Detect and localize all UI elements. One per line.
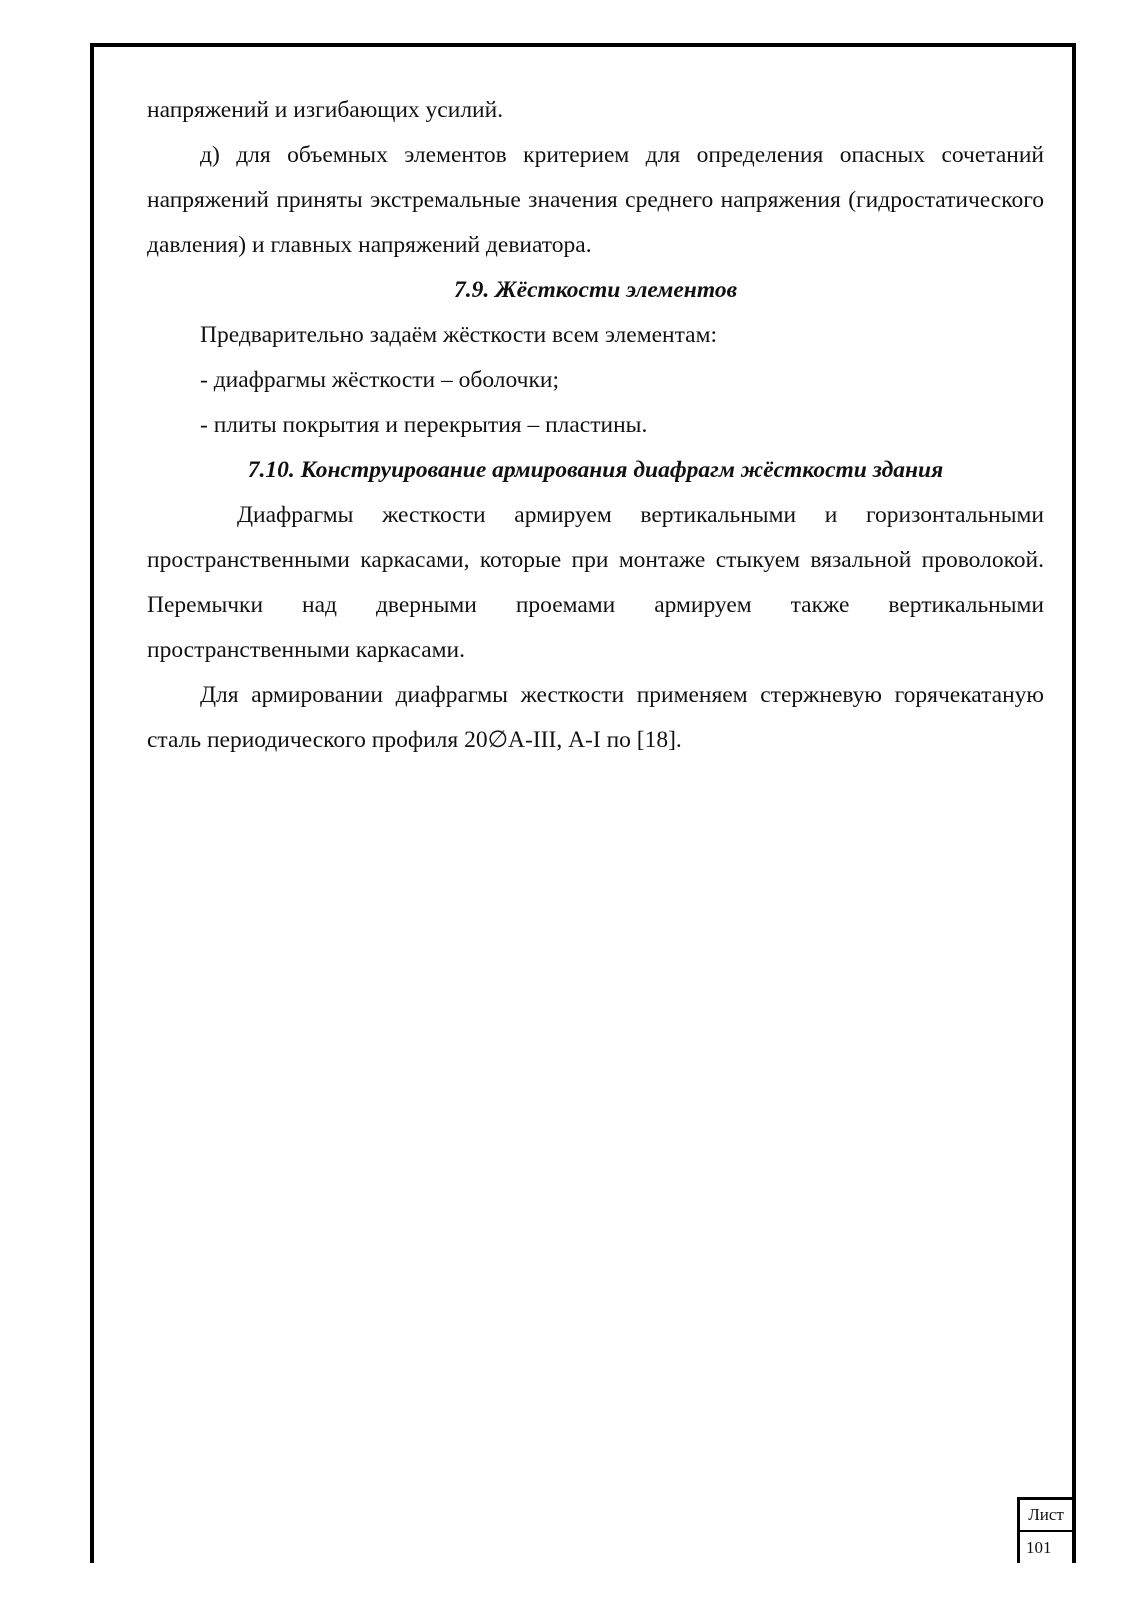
section-heading-reinforcement: 7.10. Конструирование армирования диафрагм жёсткости здания [247, 457, 944, 483]
section-heading-stiffness: 7.9. Жёсткости элементов [453, 277, 738, 303]
sheet-number: 101 [1026, 1538, 1052, 1557]
list-item-slabs: - плиты покрытия и перекрытия – пластины. [200, 412, 648, 438]
sheet-number-box [1017, 1497, 1072, 1563]
paragraph-continuation: напряжений и изгибающих усилий. [147, 97, 504, 123]
document-body [147, 88, 1044, 763]
list-item-diaphragms: - диафрагмы жёсткости – оболочки; [200, 367, 559, 393]
paragraph-stiffness-intro: Предварительно задаём жёсткости всем элементам: [200, 322, 717, 348]
paragraph-steel: Для армировании диафрагмы жесткости применяем стержневую горячекатаную сталь периодического профиля 20∅А-III, А-I по [18]. [147, 682, 1044, 753]
sheet-label: Лист [1020, 1500, 1072, 1532]
paragraph-reinforcement: Диафрагмы жесткости армируем вертикальными и горизонтальными пространственными каркасами, которые при монтаже стыкуем вязальной проволокой. Перемычки над дверными проемами армируем также вертикальными пространственными каркасами. [147, 502, 1044, 663]
paragraph-criteria: д) для объемных элементов критерием для определения опасных сочетаний напряжений приняты экстремальные значения среднего напряжения (гидростатического давления) и главных напряжений девиатора. [147, 142, 1044, 258]
